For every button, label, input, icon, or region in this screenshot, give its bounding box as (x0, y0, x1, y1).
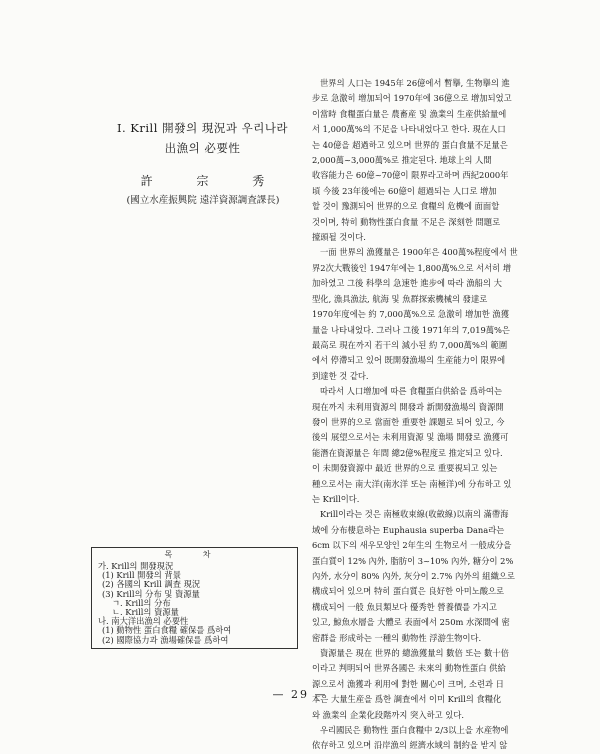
text-line: 步로 急激히 增加되어 1970年에 36億으로 增加되었고 (312, 93, 512, 104)
text-line: 構成되어 있으며 特히 蛋白質은 良好한 아미노酸으로 (312, 586, 505, 597)
body-paragraph (312, 646, 548, 723)
article-title (100, 118, 305, 158)
text-line: 에서 停滯되고 있어 既開發漁場의 生産能力이 限界에 (312, 355, 506, 366)
text-line: 것이며, 特히 動物性蛋白食量 不足은 深刻한 問題로 (312, 216, 501, 227)
toc-item: (2) 國際協力과 漁場確保를 爲하여 (102, 634, 229, 645)
title-line-2: 出漁의 必要性 (164, 141, 241, 155)
text-line: 源으로서 漁獲과 利用에 對한 關心이 크며, 소련과 日 (312, 678, 504, 689)
text-line: 擡頭될 것이다. (312, 232, 366, 243)
text-line: 內外, 水分이 80% 內外, 灰分이 2.7% 內外의 組織으로 (312, 571, 515, 581)
body-paragraph (312, 723, 548, 754)
body-text-column (312, 76, 548, 754)
table-of-contents (91, 547, 298, 649)
text-line: 이 未開發資源中 最近 世界的으로 重要視되고 있는 (312, 463, 498, 474)
text-line: 域에 分布棲息하는 Euphausia superba Dana라는 (312, 524, 505, 535)
text-line: 最高로 現在까지 若干의 減小된 約 7,000萬%의 範圍 (312, 339, 508, 350)
text-line: 6cm 以下의 새우모양인 2年生의 生物로서 一般成分을 (312, 540, 512, 551)
text-line: 頃 今後 23年後에는 60億이 超過되는 人口로 增加 (312, 185, 497, 196)
toc-item: 나. 南大洋出漁의 必要性 (98, 616, 189, 627)
text-line: 이라고 判明되어 世界各國은 未來의 動物性蛋白 供給 (312, 663, 506, 674)
text-line: 와 漁業의 企業化段階까지 突入하고 있다. (312, 709, 464, 720)
toc-item: ㄱ. Krill의 分布 (112, 597, 171, 608)
toc-item: (1) Krill 開發의 背景 (102, 570, 181, 581)
text-line: 後의 展望으로서는 未利用資源 및 漁場 開發로 漁獲可 (312, 432, 509, 443)
body-paragraph (312, 507, 548, 646)
text-line: 發이 世界的으로 當面한 重要한 課題로 되어 있고, 今 (312, 416, 505, 427)
text-line: Krill이라는 것은 南極收束線(收斂線)以南의 滿帶海 (320, 509, 509, 520)
text-line: 는 40億을 超過하고 있으며 世界的 蛋白食量不足量은 (312, 139, 508, 150)
toc-item: 가. Krill의 開發現況 (98, 561, 174, 571)
text-line: 加하였고 그後 科學의 急速한 進步에 따라 漁船의 大 (312, 278, 502, 289)
text-line: 서 1,000萬%의 不足을 나타내었다고 한다. 現在人口 (312, 124, 506, 135)
text-line: 能潛在資源量은 年間 總2億%程度로 推定되고 있다. (312, 447, 503, 458)
toc-list (98, 562, 291, 645)
text-line: 本은 大量生産을 爲한 調査에서 이미 Krill의 食糧化 (312, 694, 502, 705)
text-line: 量을 나타내었다. 그러나 그後 1971年의 7,019萬%은 (312, 324, 510, 335)
text-line: 할 것이 豫測되어 世界的으로 食糧의 危機에 面面할 (312, 201, 500, 212)
text-line: 蛋白質이 12% 內外, 脂肪이 3~10% 內外, 糖分이 2% (312, 555, 514, 566)
toc-item: (2) 各國의 Krill 調査 現況 (102, 579, 201, 590)
toc-item: ㄴ. Krill의 資源量 (112, 607, 179, 618)
toc-heading: 목 차 (164, 550, 225, 559)
text-line: 現在까지 未利用資源의 開發과 新開發漁場의 資源開 (312, 401, 504, 412)
body-paragraph (312, 245, 548, 384)
text-line: 依存하고 있으며 沿岸漁의 經濟水域의 制約을 받지 않 (312, 740, 508, 751)
text-line: 따라서 人口增加에 따른 食糧蛋白供給을 爲하여는 (320, 386, 502, 397)
text-line: 우리國民은 動物性 蛋白食糧中 2/3以上을 水産物에 (320, 725, 509, 736)
text-line: 到達한 것 같다. (312, 370, 369, 381)
text-line: 1970年度에는 約 7,000萬%으로 急激히 增加한 漁獲 (312, 309, 509, 320)
text-line: 密群을 形成하는 一種의 動物性 浮游生物이다. (312, 632, 482, 643)
text-line: 種으로서는 南大洋(南氷洋 또는 南極洋)에 分布하고 있 (312, 478, 512, 489)
text-line: 一面 世界의 漁獲量은 1900年은 400萬%程度에서 世 (320, 247, 518, 258)
text-line: 2,000萬~3,000萬%로 推定된다. 地球上의 人間 (312, 155, 492, 166)
text-line: 型化, 漁具漁法, 航海 및 魚群探索機械의 發達로 (312, 293, 488, 304)
text-line: 資源量은 現在 世界的 總漁獲量의 數倍 또는 數十倍 (320, 648, 509, 659)
author-name: 許 宗 秀 (140, 174, 285, 188)
text-line: 이當時 食糧蛋白量은 農畜産 및 漁業의 生産供給量에 (312, 108, 507, 119)
page-number: — 29 — (272, 688, 328, 701)
body-paragraph (312, 384, 548, 507)
author-affiliation: (國立水産振興院 遠洋資源調査課長) (126, 195, 280, 206)
text-line: 收容能力은 60億~70億이 限界라고하며 西紀2000年 (312, 170, 509, 181)
text-line: 世界의 人口는 1945年 26億에서 暫擧, 生物擧의 進 (320, 78, 510, 88)
text-line: 構成되어 一般 魚貝類보다 優秀한 營養價를 가지고 (312, 601, 497, 612)
toc-item: (1) 動物性 蛋白食糧 確保를 爲하여 (102, 625, 232, 636)
text-line: 있고, 鯨魚水層을 大體로 表面에서 250m 水深間에 密 (312, 617, 510, 628)
text-line: 界2次大戰後인 1947年에는 1,800萬%으로 서서히 增 (312, 262, 512, 273)
body-paragraph (312, 76, 548, 245)
toc-item: (3) Krill의 分布 및 資源量 (102, 588, 200, 599)
text-line: 는 Krill이다. (312, 493, 360, 504)
title-line-1: I. Krill 開發의 現況과 우리나라 (116, 121, 289, 135)
